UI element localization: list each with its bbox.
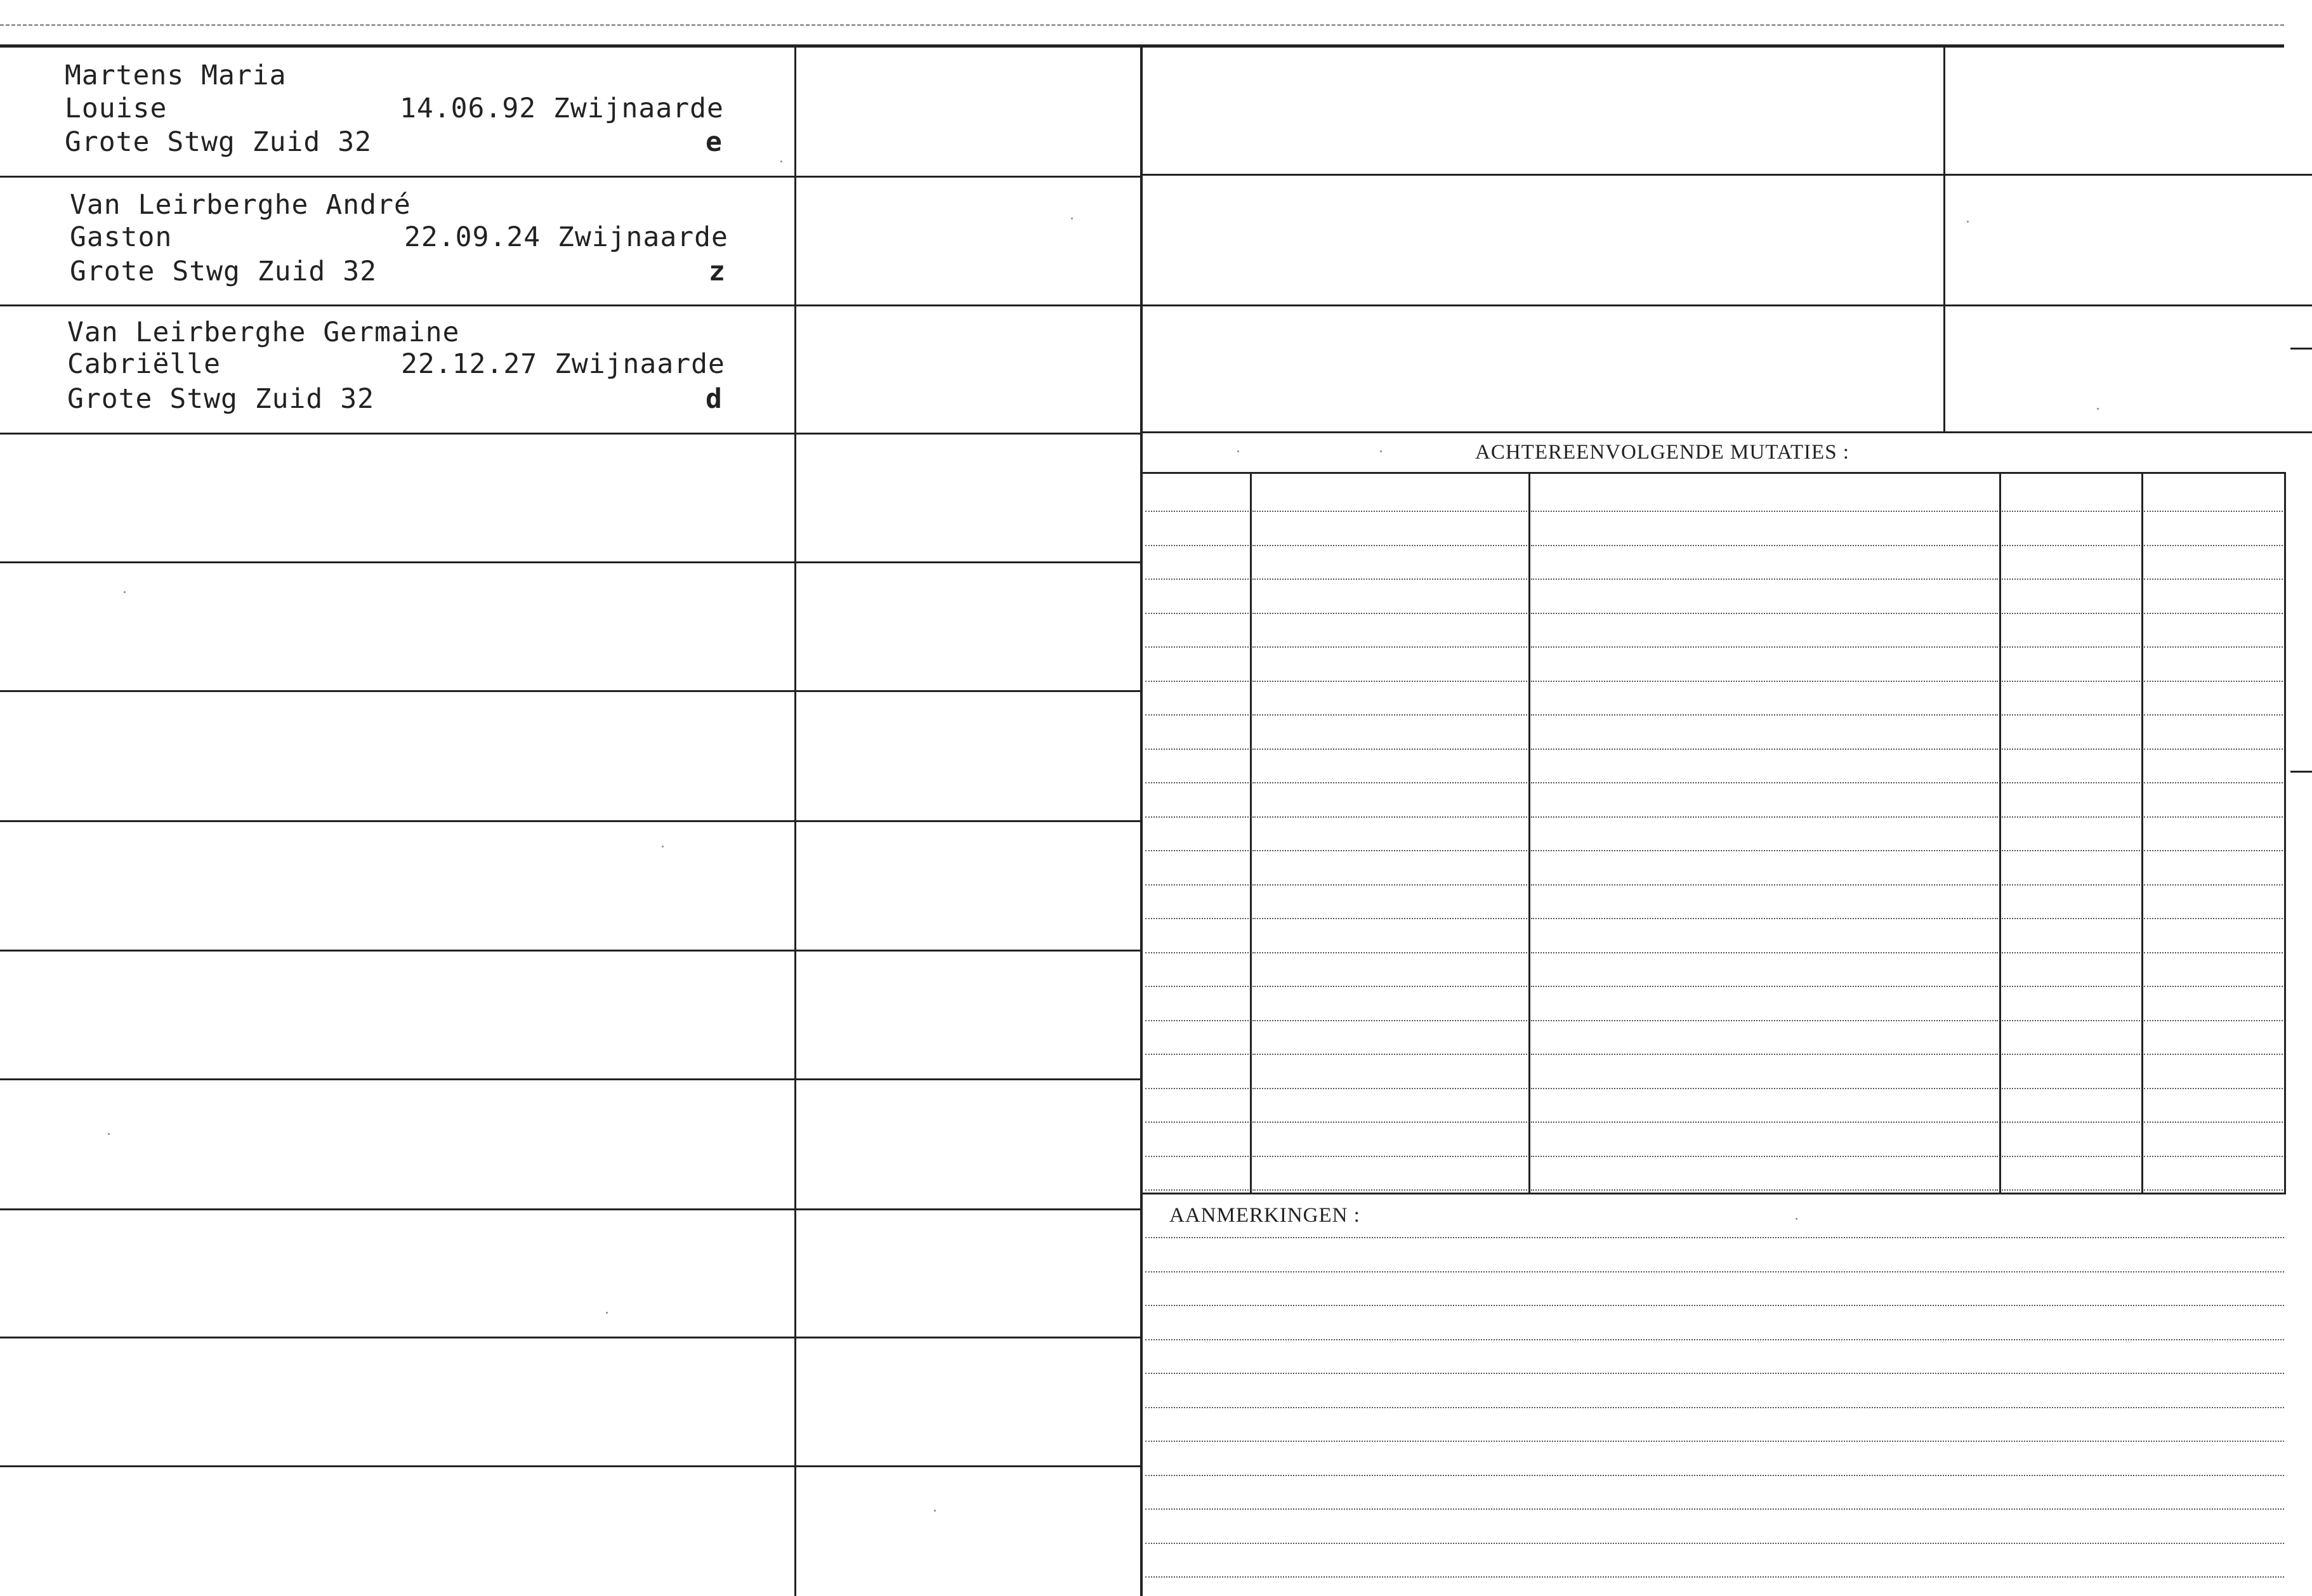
mutations-ruled-line xyxy=(1145,646,1249,648)
scan-speck xyxy=(124,591,126,593)
mutations-ruled-line xyxy=(1252,1020,1527,1021)
mutations-ruled-line xyxy=(1531,579,1998,580)
mutations-ruled-line xyxy=(2144,1054,2283,1055)
mutations-ruled-line xyxy=(2144,816,2283,818)
mutations-ruled-line xyxy=(1145,1088,1249,1089)
mutations-ruled-line xyxy=(1145,749,1249,750)
row-line xyxy=(0,304,794,306)
entry-1-name: Martens Maria xyxy=(65,60,287,91)
mutations-ruled-line xyxy=(1531,850,1998,851)
remarks-ruled-line xyxy=(1145,1543,2284,1544)
scan-speck xyxy=(1967,221,1969,223)
mutations-ruled-line xyxy=(2002,545,2140,546)
mutations-ruled-line xyxy=(1531,646,1998,648)
mutations-ruled-line xyxy=(2144,579,2283,580)
mutations-ruled-line xyxy=(1145,714,1249,716)
mutations-ruled-line xyxy=(1531,816,1998,818)
row-line xyxy=(0,561,794,563)
mutations-ruled-line xyxy=(1252,579,1527,580)
mutations-ruled-line xyxy=(1531,884,1998,886)
mutations-ruled-line xyxy=(1252,749,1527,750)
mutations-ruled-line xyxy=(2002,816,2140,818)
mutations-ruled-line xyxy=(2002,1156,2140,1157)
mutations-col-line xyxy=(2141,474,2143,1193)
scan-speck xyxy=(934,1510,936,1512)
scan-speck xyxy=(1071,218,1073,219)
remarks-heading: AANMERKINGEN : xyxy=(1169,1204,1360,1227)
mutations-ruled-line xyxy=(2144,749,2283,750)
entry-3-code: d xyxy=(706,383,722,415)
mutations-ruled-line xyxy=(2144,782,2283,783)
mutations-ruled-line xyxy=(1252,884,1527,886)
mutations-ruled-line xyxy=(2144,850,2283,851)
remarks-ruled-line xyxy=(1145,1271,2284,1272)
mutations-ruled-line xyxy=(1531,681,1998,682)
entry-3-address: Grote Stwg Zuid 32 xyxy=(67,383,374,415)
mutations-ruled-line xyxy=(1145,613,1249,614)
mutations-ruled-line xyxy=(2144,986,2283,987)
mutations-ruled-line xyxy=(2144,714,2283,716)
mutations-ruled-line xyxy=(1252,1054,1527,1055)
mutations-ruled-line xyxy=(1252,782,1527,783)
mutations-ruled-line xyxy=(2144,545,2283,546)
row-line xyxy=(796,304,1140,306)
row-line xyxy=(796,433,1140,435)
mutations-ruled-line xyxy=(1531,613,1998,614)
mutations-ruled-line xyxy=(1145,952,1249,953)
mutations-ruled-line xyxy=(1145,1020,1249,1021)
entry-1-given-name: Louise xyxy=(65,93,167,124)
mutations-ruled-line xyxy=(1145,816,1249,818)
mutations-ruled-line xyxy=(1145,918,1249,919)
mutations-ruled-line xyxy=(1252,1189,1527,1191)
entry-2-address: Grote Stwg Zuid 32 xyxy=(70,256,377,287)
remarks-ruled-line xyxy=(1145,1305,2284,1306)
row-line xyxy=(796,950,1140,952)
top-scan-edge xyxy=(0,24,2284,26)
row-line xyxy=(0,690,794,692)
mutations-ruled-line xyxy=(2002,613,2140,614)
row-line xyxy=(1143,431,2312,433)
margin-tick xyxy=(2290,771,2312,773)
mutations-col-line xyxy=(1528,474,1530,1193)
row-line xyxy=(796,1465,1140,1467)
mutations-ruled-line xyxy=(1531,1156,1998,1157)
mutations-ruled-line xyxy=(1252,1156,1527,1157)
remarks-ruled-line xyxy=(1145,1373,2284,1374)
mutations-ruled-line xyxy=(2002,1054,2140,1055)
mutations-ruled-line xyxy=(2002,1189,2140,1191)
mutations-ruled-line xyxy=(1145,782,1249,783)
entry-2-birth: 22.09.24 Zwijnaarde xyxy=(404,221,728,253)
mutations-ruled-line xyxy=(2144,646,2283,648)
mutations-ruled-line xyxy=(1531,918,1998,919)
entry-2-given-name: Gaston xyxy=(70,221,173,253)
mutations-ruled-line xyxy=(1145,986,1249,987)
row-line xyxy=(796,176,1140,178)
row-line xyxy=(0,1078,794,1080)
row-line xyxy=(0,433,794,435)
row-line xyxy=(1143,174,2312,176)
mutations-ruled-line xyxy=(2002,714,2140,716)
mutations-ruled-line xyxy=(1531,1189,1998,1191)
mutations-ruled-line xyxy=(2002,952,2140,953)
mutations-ruled-line xyxy=(1252,816,1527,818)
entry-2-code: z xyxy=(709,256,725,287)
mutations-ruled-line xyxy=(1252,1088,1527,1089)
mutations-ruled-line xyxy=(1531,986,1998,987)
mutations-ruled-line xyxy=(1531,782,1998,783)
row-line xyxy=(796,690,1140,692)
mutations-ruled-line xyxy=(2002,782,2140,783)
scan-speck xyxy=(2097,408,2099,410)
mutations-ruled-line xyxy=(1145,1156,1249,1157)
scan-speck xyxy=(780,160,782,162)
mutations-ruled-line xyxy=(1252,681,1527,682)
mutations-ruled-line xyxy=(1252,850,1527,851)
mutations-ruled-line xyxy=(2002,1020,2140,1021)
scan-speck xyxy=(606,1312,608,1314)
row-line xyxy=(0,1337,794,1338)
mutations-ruled-line xyxy=(1145,884,1249,886)
mutations-table-bottom xyxy=(1143,1193,2286,1194)
remarks-ruled-line xyxy=(1145,1576,2284,1578)
scan-speck xyxy=(662,846,664,847)
scan-speck xyxy=(108,1133,110,1135)
mutations-ruled-line xyxy=(1145,1122,1249,1123)
mutations-ruled-line xyxy=(1145,850,1249,851)
mutations-ruled-line xyxy=(2002,511,2140,512)
mutations-ruled-line xyxy=(2002,884,2140,886)
remarks-ruled-line xyxy=(1145,1237,2284,1238)
remarks-ruled-line xyxy=(1145,1508,2284,1510)
row-line xyxy=(0,950,794,952)
mutations-ruled-line xyxy=(2002,646,2140,648)
mutations-ruled-line xyxy=(1531,511,1998,512)
margin-tick xyxy=(2290,348,2312,350)
mutations-ruled-line xyxy=(1252,918,1527,919)
row-line xyxy=(0,176,794,178)
mutations-ruled-line xyxy=(2002,918,2140,919)
row-line xyxy=(796,1337,1140,1338)
mutations-ruled-line xyxy=(1252,1122,1527,1123)
mutations-ruled-line xyxy=(1145,681,1249,682)
mutations-ruled-line xyxy=(2144,1156,2283,1157)
row-line xyxy=(796,561,1140,563)
mutations-ruled-line xyxy=(1531,1122,1998,1123)
mutations-ruled-line xyxy=(1252,952,1527,953)
mutations-col-line xyxy=(1250,474,1252,1193)
row-line xyxy=(796,820,1140,822)
mutations-ruled-line xyxy=(1531,1088,1998,1089)
mutations-ruled-line xyxy=(1252,545,1527,546)
mutations-ruled-line xyxy=(1252,986,1527,987)
mutations-ruled-line xyxy=(2144,1122,2283,1123)
remarks-ruled-line xyxy=(1145,1475,2284,1476)
mutations-ruled-line xyxy=(2144,1020,2283,1021)
mutations-col-line xyxy=(2284,474,2286,1193)
mutations-ruled-line xyxy=(1531,1020,1998,1021)
entry-3-birth: 22.12.27 Zwijnaarde xyxy=(401,348,725,380)
mutations-ruled-line xyxy=(2002,986,2140,987)
mutations-ruled-line xyxy=(2144,1088,2283,1089)
mutations-ruled-line xyxy=(2144,884,2283,886)
row-line xyxy=(1143,304,2312,306)
row-line xyxy=(0,1208,794,1210)
mutations-ruled-line xyxy=(1252,714,1527,716)
scan-speck xyxy=(1380,450,1382,452)
mutations-ruled-line xyxy=(1531,952,1998,953)
mutations-ruled-line xyxy=(2144,681,2283,682)
mutations-ruled-line xyxy=(1252,511,1527,512)
mutations-ruled-line xyxy=(2002,749,2140,750)
mutations-ruled-line xyxy=(2144,952,2283,953)
remarks-ruled-line xyxy=(1145,1339,2284,1340)
row-line xyxy=(796,1078,1140,1080)
mutations-ruled-line xyxy=(2002,1088,2140,1089)
mutations-col-line xyxy=(1999,474,2001,1193)
remarks-ruled-line xyxy=(1145,1441,2284,1442)
mutations-ruled-line xyxy=(2144,613,2283,614)
mutations-ruled-line xyxy=(2002,1122,2140,1123)
mutations-ruled-line xyxy=(2144,511,2283,512)
mutations-ruled-line xyxy=(2144,918,2283,919)
scan-speck xyxy=(1237,450,1239,452)
entry-1-birth: 14.06.92 Zwijnaarde xyxy=(400,93,724,124)
entry-1-address: Grote Stwg Zuid 32 xyxy=(65,126,372,158)
entry-2-name: Van Leirberghe André xyxy=(70,189,411,221)
col-divider-main xyxy=(1140,48,1143,1596)
mutations-ruled-line xyxy=(1531,714,1998,716)
mutations-ruled-line xyxy=(2002,850,2140,851)
mutations-ruled-line xyxy=(1252,613,1527,614)
mutations-ruled-line xyxy=(1145,545,1249,546)
mutations-ruled-line xyxy=(1531,545,1998,546)
mutations-ruled-line xyxy=(1531,749,1998,750)
mutations-ruled-line xyxy=(1145,511,1249,512)
row-line xyxy=(796,1208,1140,1210)
row-line xyxy=(0,820,794,822)
mutations-table-top xyxy=(1143,472,2286,474)
mutations-ruled-line xyxy=(1531,1054,1998,1055)
entry-3-given-name: Cabriëlle xyxy=(67,348,221,380)
mutations-ruled-line xyxy=(2002,681,2140,682)
mutations-ruled-line xyxy=(1252,646,1527,648)
col-divider-right xyxy=(1943,48,1945,431)
entry-3-name: Van Leirberghe Germaine xyxy=(67,317,460,348)
remarks-ruled-line xyxy=(1145,1407,2284,1408)
mutations-ruled-line xyxy=(2144,1189,2283,1191)
mutations-ruled-line xyxy=(1145,1054,1249,1055)
row-line xyxy=(0,1465,794,1467)
mutations-ruled-line xyxy=(1145,1189,1249,1191)
scan-speck xyxy=(1796,1218,1797,1220)
entry-1-code: e xyxy=(706,126,722,158)
mutations-heading: ACHTEREENVOLGENDE MUTATIES : xyxy=(1475,441,1849,464)
mutations-ruled-line xyxy=(1145,579,1249,580)
mutations-ruled-line xyxy=(2002,579,2140,580)
